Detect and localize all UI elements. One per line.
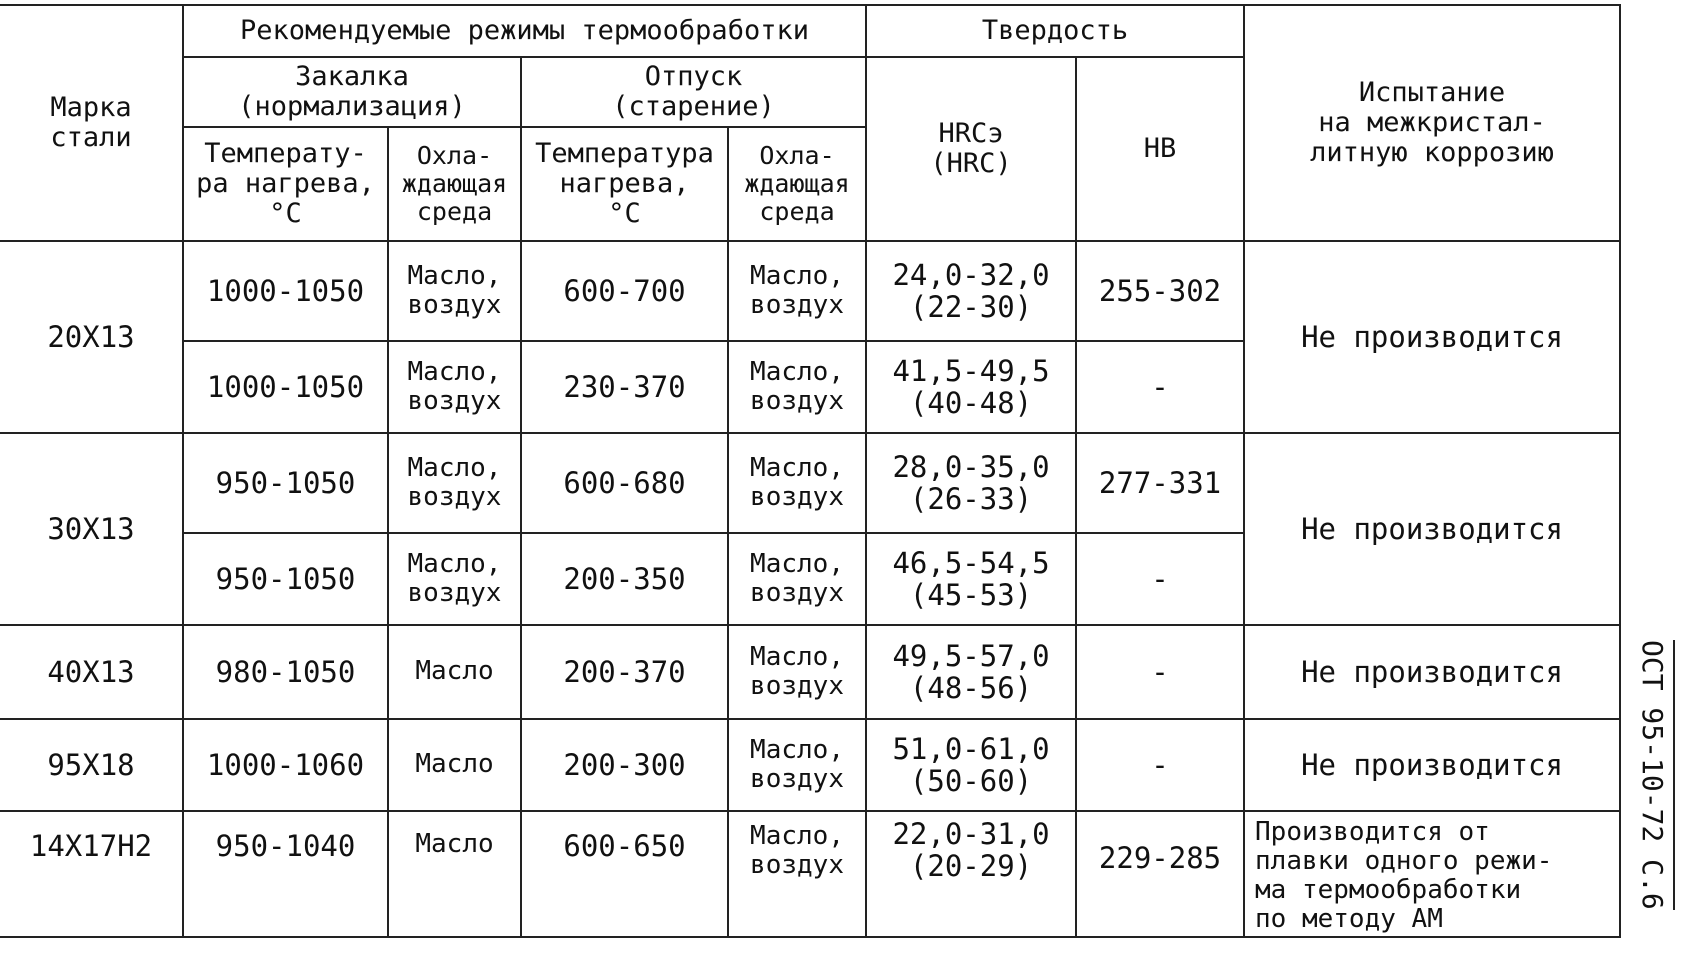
quench-temp-cell: 980-1050 — [183, 625, 388, 719]
quench-temp-cell: 950-1050 — [183, 433, 388, 533]
temper-cooling-cell: Масло, воздух — [728, 433, 866, 533]
quench-temp-cell: 950-1050 — [183, 533, 388, 625]
quench-cooling-cell: Масло, воздух — [388, 533, 521, 625]
header-temper: Отпуск (старение) — [521, 57, 866, 127]
corrosion-test-cell: Производится от плавки одного режи- ма термообработки по методу АМ — [1244, 811, 1620, 937]
quench-temp-cell: 1000-1060 — [183, 719, 388, 811]
hrc-cell: 46,5-54,5 (45-53) — [866, 533, 1076, 625]
header-quench-temp: Температу- ра нагрева, °C — [183, 127, 388, 241]
hb-cell: 229-285 — [1076, 811, 1244, 937]
corrosion-test-cell: Не производится — [1244, 719, 1620, 811]
quench-temp-cell: 950-1040 — [183, 811, 388, 937]
temper-temp-cell: 600-650 — [521, 811, 728, 937]
quench-cooling-cell: Масло, воздух — [388, 433, 521, 533]
quench-cooling-cell: Масло — [388, 811, 521, 937]
corrosion-test-cell: Не производится — [1244, 241, 1620, 433]
temper-temp-cell: 200-350 — [521, 533, 728, 625]
quench-cooling-cell: Масло — [388, 719, 521, 811]
hb-cell: - — [1076, 625, 1244, 719]
header-hardness: Твердость — [866, 5, 1244, 57]
grade-cell: 95Х18 — [0, 719, 183, 811]
header-hb: HB — [1076, 57, 1244, 241]
temper-temp-cell: 200-370 — [521, 625, 728, 719]
temper-temp-cell: 200-300 — [521, 719, 728, 811]
corrosion-test-cell: Не производится — [1244, 433, 1620, 625]
grade-cell: 30Х13 — [0, 433, 183, 625]
header-quench: Закалка (нормализация) — [183, 57, 521, 127]
heat-treatment-table — [0, 4, 1621, 938]
hrc-cell: 41,5-49,5 (40-48) — [866, 341, 1076, 433]
hb-cell: 255-302 — [1076, 241, 1244, 341]
header-modes: Рекомендуемые режимы термообработки — [183, 5, 866, 57]
quench-cooling-cell: Масло — [388, 625, 521, 719]
hb-cell: - — [1076, 719, 1244, 811]
temper-cooling-cell: Масло, воздух — [728, 241, 866, 341]
temper-temp-cell: 230-370 — [521, 341, 728, 433]
temper-cooling-cell: Масло, воздух — [728, 533, 866, 625]
hrc-cell: 28,0-35,0 (26-33) — [866, 433, 1076, 533]
temper-cooling-cell: Масло, воздух — [728, 719, 866, 811]
hrc-cell: 24,0-32,0 (22-30) — [866, 241, 1076, 341]
header-test: Испытание на межкристал- литную коррозию — [1244, 5, 1620, 241]
temper-temp-cell: 600-680 — [521, 433, 728, 533]
temper-cooling-cell: Масло, воздух — [728, 625, 866, 719]
hrc-cell: 51,0-61,0 (50-60) — [866, 719, 1076, 811]
hrc-cell: 49,5-57,0 (48-56) — [866, 625, 1076, 719]
hb-cell: - — [1076, 533, 1244, 625]
grade-cell: 20Х13 — [0, 241, 183, 433]
corrosion-test-cell: Не производится — [1244, 625, 1620, 719]
grade-cell: 40Х13 — [0, 625, 183, 719]
quench-temp-cell: 1000-1050 — [183, 341, 388, 433]
hb-cell: - — [1076, 341, 1244, 433]
header-hrc: HRCэ (HRC) — [866, 57, 1076, 241]
document-code: ОСТ 95-10-72 С.6 — [1636, 640, 1675, 910]
temper-temp-cell: 600-700 — [521, 241, 728, 341]
quench-temp-cell: 1000-1050 — [183, 241, 388, 341]
header-grade: Марка стали — [0, 5, 183, 241]
header-quench-cooling: Охла- ждающая среда — [388, 127, 521, 241]
hb-cell: 277-331 — [1076, 433, 1244, 533]
header-temper-cooling: Охла- ждающая среда — [728, 127, 866, 241]
temper-cooling-cell: Масло, воздух — [728, 341, 866, 433]
hrc-cell: 22,0-31,0 (20-29) — [866, 811, 1076, 937]
temper-cooling-cell: Масло, воздух — [728, 811, 866, 937]
header-temper-temp: Температура нагрева, °C — [521, 127, 728, 241]
quench-cooling-cell: Масло, воздух — [388, 241, 521, 341]
quench-cooling-cell: Масло, воздух — [388, 341, 521, 433]
document-side-label — [1636, 640, 1679, 940]
grade-cell: 14Х17Н2 — [0, 811, 183, 937]
